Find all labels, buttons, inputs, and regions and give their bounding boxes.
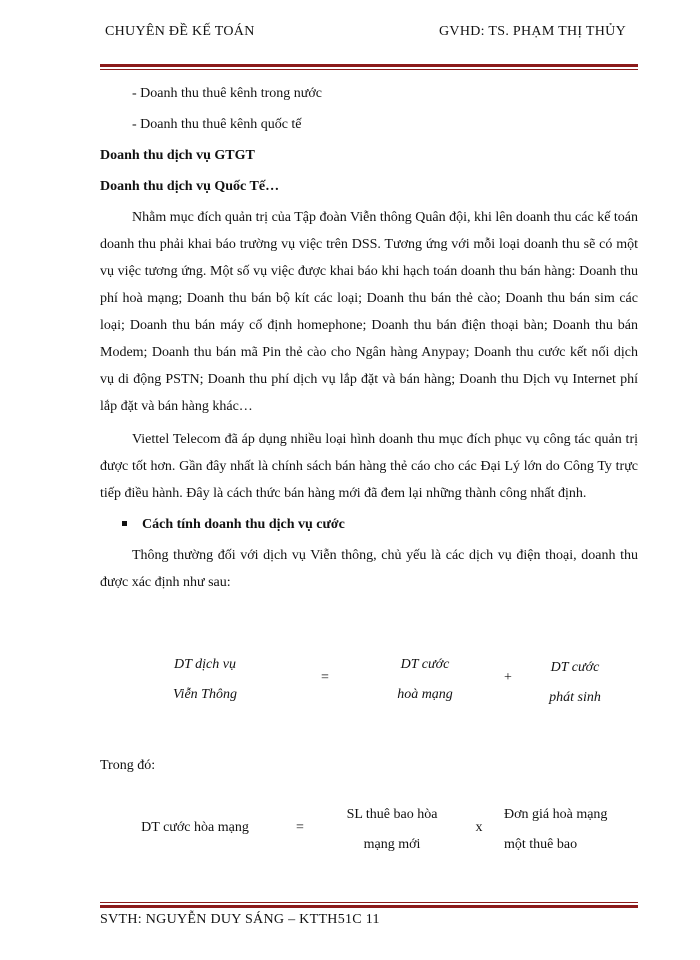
where-label: Trong đó: bbox=[100, 758, 156, 773]
section-heading-text: Cách tính doanh thu dịch vụ cước bbox=[142, 517, 345, 532]
heading-gtgt-revenue: Doanh thu dịch vụ GTGT bbox=[100, 148, 255, 163]
page-footer: SVTH: NGUYỄN DUY SÁNG – KTTH51C 11 bbox=[100, 912, 380, 927]
formula2-equals-sign: = bbox=[296, 820, 304, 835]
square-bullet-icon bbox=[122, 521, 127, 526]
bullet-international-channel: - Doanh thu thuê kênh quốc tế bbox=[132, 117, 302, 132]
paragraph-management-purpose: Nhằm mục đích quản trị của Tập đoàn Viễn thông Quân đội, khi lên doanh thu các kế toán doanh thu phải khai báo trường vụ việc trên DSS. Tương ứng với mỗi loại doanh thu sẽ có một vụ việc tương ứng. Một số vụ việc được khai báo khi hạch toán doanh thu bán hàng: Doanh thu phí hoà mạng; Doanh thu bán bộ kít các loại; Doanh thu bán thẻ cào; Doanh thu bán sim các loại; Doanh thu bán máy cố định homephone; Doanh thu bán điện thoại bàn; Doanh thu bán Modem; Doanh thu bán mã Pin thẻ cào cho Ngân hàng Anypay; Doanh thu cước kết nối dịch vụ di động PSTN; Doanh thu phí dịch vụ lắp đặt và bán hàng; Doanh thu Dịch vụ Internet phí lắp đặt và bán hàng khác… bbox=[100, 210, 639, 414]
header-supervisor: GVHD: TS. PHẠM THỊ THỦY bbox=[439, 24, 626, 39]
formula2-term-connection-revenue: DT cước hòa mạng bbox=[141, 820, 249, 835]
page-header bbox=[105, 24, 626, 44]
formula-equals-sign: = bbox=[321, 670, 329, 685]
header-title: CHUYÊN ĐỀ KẾ TOÁN bbox=[105, 24, 255, 39]
section-heading-calculation bbox=[100, 511, 638, 538]
header-rule-thin bbox=[100, 69, 638, 70]
formula-plus-sign: + bbox=[504, 670, 512, 685]
footer-rule-thick bbox=[100, 905, 638, 908]
formula-term-connection-fee: DT cước hoà mạng bbox=[397, 657, 453, 702]
formula-term-usage-fee: DT cước phát sinh bbox=[549, 660, 601, 705]
page-body bbox=[100, 80, 638, 596]
formula-term-telecom-service: DT dịch vụ Viễn Thông bbox=[173, 657, 237, 702]
bullet-domestic-channel: - Doanh thu thuê kênh trong nước bbox=[132, 86, 322, 101]
paragraph-usual-services: Thông thường đối với dịch vụ Viễn thông, chủ yếu là các dịch vụ điện thoại, doanh thu được xác định như sau: bbox=[100, 548, 638, 590]
paragraph-viettel-telecom: Viettel Telecom đã áp dụng nhiều loại hình doanh thu mục đích phục vụ công tác quản trị được tốt hơn. Gần đây nhất là chính sách bán hàng thẻ cáo cho các Đại Lý lớn do Công Ty trực tiếp điều hành. Đây là cách thức bán hàng mới đã đem lại những thành công nhất định. bbox=[100, 432, 638, 501]
formula2-term-unit-price: Đơn giá hoà mạng một thuê bao bbox=[504, 807, 608, 852]
header-rule-thick bbox=[100, 64, 638, 67]
heading-international-revenue: Doanh thu dịch vụ Quốc Tế… bbox=[100, 179, 280, 194]
footer-rule-thin bbox=[100, 902, 638, 903]
formula2-times-sign: x bbox=[475, 820, 483, 835]
formula2-term-new-subscribers: SL thuê bao hòa mạng mới bbox=[346, 807, 438, 852]
